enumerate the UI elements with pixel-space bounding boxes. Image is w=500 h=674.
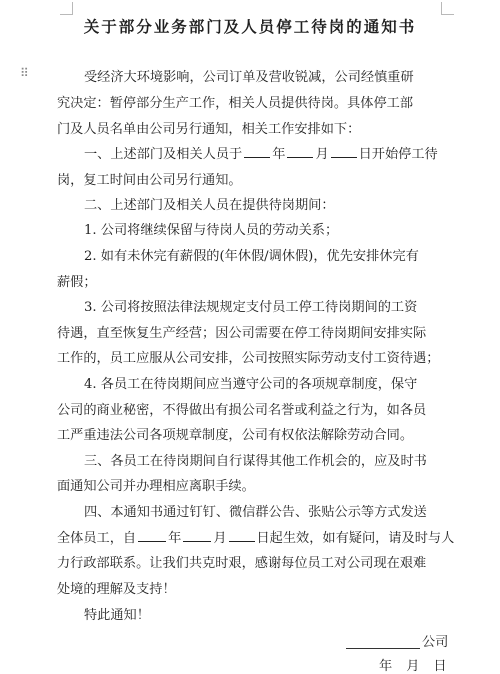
blank-field[interactable] (244, 156, 270, 158)
paragraph-line: 3. 公司将按照法律法规规定支付员工停工待岗期间的工资 (84, 300, 418, 315)
paragraph-line: 工作的，员工应服从公司安排，公司按照实际劳动支付工资待遇； (57, 351, 440, 366)
signature-blank[interactable] (346, 648, 420, 649)
paragraph-line: 待遇，直至恢复生产经营；因公司需要在停工待岗期间安排实际 (57, 326, 427, 341)
paragraph-line: 1. 公司将继续保留与待岗人员的劳动关系； (84, 223, 339, 238)
paragraph-line: 岗，复工时间由公司另行通知。 (57, 173, 242, 188)
paragraph-line: 三、各员工在待岗期间自行谋得其他工作机会的，应及时书 (84, 454, 427, 469)
paragraph-line: 2. 如有未休完有薪假的(年休假/调休假)，优先安排休完有 (84, 249, 419, 264)
blank-field[interactable] (138, 540, 166, 542)
paragraph-line: 公司的商业秘密，不得做出有损公司名誉或利益之行为，如各员 (57, 403, 427, 418)
year-label: 年 (379, 659, 393, 674)
paragraph-line: 四、本通知书通过钉钉、微信群公告、张贴公示等方式发送 (84, 505, 427, 520)
clause-line (84, 148, 438, 161)
paragraph-line: 面通知公司并办理相应离职手续。 (57, 479, 255, 494)
page-corner-mark-left (60, 2, 73, 15)
blank-field[interactable] (183, 540, 211, 542)
year-label: 年 (272, 147, 286, 162)
paragraph-line: 4. 各员工在待岗期间应当遵守公司的各项规章制度，保守 (84, 377, 418, 392)
paragraph-line: 工严重违法公司各项规章制度，公司有权依法解除劳动合同。 (57, 428, 414, 443)
document-title: 关于部分业务部门及人员停工待岗的通知书 (83, 17, 417, 36)
day-label: 日 (433, 659, 447, 674)
blank-field[interactable] (287, 156, 313, 158)
clause-text: 全体员工，自 (57, 531, 137, 546)
clause-text: 一、上述部门及相关人员于 (84, 147, 243, 162)
clause-line (57, 532, 454, 545)
paragraph-line: 力行政部联系。让我们共克时艰，感谢每位员工对公司现在艰难 (57, 556, 427, 571)
paragraph-line: 处境的理解及支持！ (57, 582, 176, 597)
company-label: 公司 (422, 635, 449, 650)
date-line (379, 660, 447, 673)
closing-text: 特此通知！ (84, 608, 150, 623)
month-label: 月 (213, 531, 227, 546)
clause-text: 日起生效，如有疑问，请及时与人 (256, 531, 455, 546)
paragraph-line: 究决定：暂停部分生产工作，相关人员提供待岗。具体停工部 (57, 96, 414, 111)
blank-field[interactable] (331, 156, 357, 158)
month-label: 月 (406, 659, 420, 674)
paragraph-line: 门及人员名单由公司另行通知，相关工作安排如下： (57, 122, 361, 137)
drag-handle-icon[interactable]: ⠿ (20, 66, 28, 80)
clause-text: 日开始停工待 (358, 147, 438, 162)
paragraph-line: 薪假； (57, 275, 97, 290)
year-label: 年 (168, 531, 182, 546)
month-label: 月 (315, 147, 329, 162)
paragraph-line: 受经济大环境影响，公司订单及营收锐减，公司经慎重研 (84, 70, 414, 85)
blank-field[interactable] (229, 540, 255, 542)
page-corner-mark-right (441, 2, 454, 15)
paragraph-line: 二、上述部门及相关人员在提供待岗期间： (84, 198, 335, 213)
